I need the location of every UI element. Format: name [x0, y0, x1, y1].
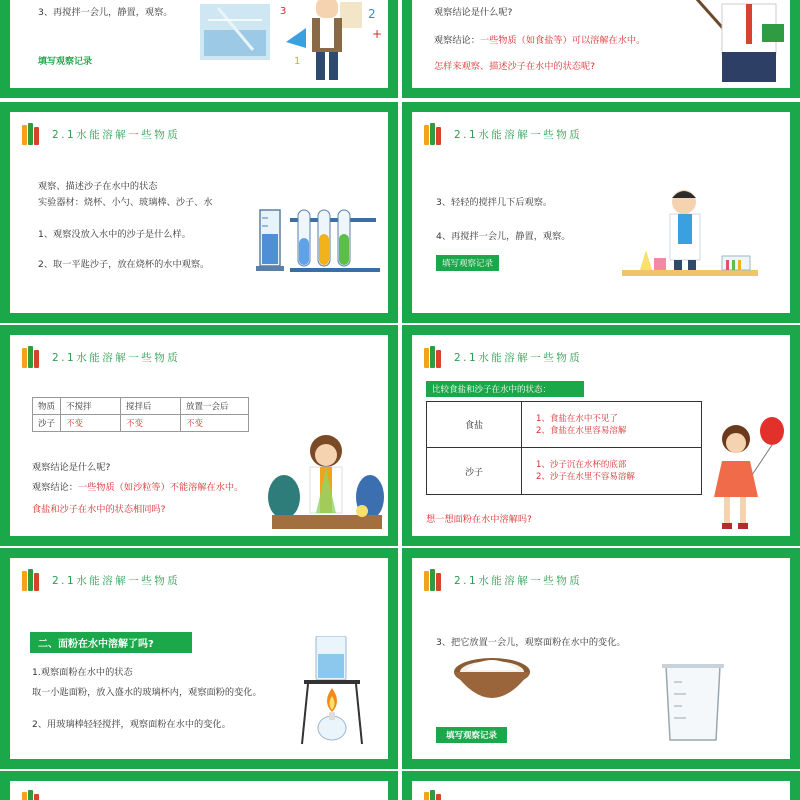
equipment-line: 实验器材：烧杯、小勺、玻璃棒、沙子、水 [38, 197, 213, 208]
flour-bowl-icon [452, 654, 532, 712]
table-cell: 不变 [61, 415, 121, 432]
books-icon [22, 346, 42, 368]
header-title: 2.1水能溶解一些物质 [454, 574, 583, 587]
books-icon [424, 123, 444, 145]
slide-header [424, 789, 454, 800]
table-header: 物质 [33, 398, 61, 415]
books-icon [22, 790, 42, 800]
slide-header [22, 345, 180, 369]
compare-question: 食盐和沙子在水中的状态相同吗? [32, 504, 166, 515]
slide-header [22, 568, 180, 592]
table-cell: 不变 [181, 415, 249, 432]
slide-bottom-left[interactable] [0, 771, 398, 800]
conclusion-line: 观察结论：一些物质（如沙粒等）不能溶解在水中。 [32, 482, 244, 493]
slide-header [22, 122, 180, 146]
table-cell: 沙子 [33, 415, 61, 432]
slide-sand-steps[interactable] [402, 102, 800, 323]
step1-text: 1、观察没放入水中的沙子是什么样。 [38, 229, 191, 240]
next-question-text: 怎样来观察、描述沙子在水中的状态呢? [434, 61, 596, 72]
svg-text:+: + [372, 27, 383, 41]
step4-text: 4、再搅拌一会儿，静置，观察。 [436, 231, 571, 242]
conclusion-line: 观察结论：一些物质（如食盐等）可以溶解在水中。 [434, 35, 646, 46]
scientist-icon [622, 184, 764, 284]
observe-flour-line: 1.观察面粉在水中的状态 [32, 667, 133, 678]
row-desc-line: 2、沙子在水里不容易溶解 [536, 472, 635, 482]
row-desc-line: 1、食盐在水中不见了 [536, 413, 618, 424]
header-title: 2.1水能溶解一些物质 [52, 574, 181, 587]
svg-text:2: 2 [368, 7, 376, 21]
teacher-icon [276, 0, 388, 86]
row-desc-line: 2、食盐在水里容易溶解 [536, 425, 627, 436]
slide-header [424, 345, 582, 369]
beaker-stir-icon [198, 0, 272, 64]
question-text: 观察结论是什么呢? [32, 462, 111, 473]
step3-text: 3、轻轻的搅拌几下后观察。 [436, 197, 553, 208]
slide-sand-result[interactable] [0, 325, 398, 546]
row-desc-line: 1、沙子沉在水杯的底部 [536, 460, 627, 470]
books-icon [22, 569, 42, 591]
books-icon [424, 346, 444, 368]
slide-header [22, 789, 52, 800]
table-header-row [33, 398, 249, 415]
svg-text:1: 1 [294, 56, 301, 67]
record-button[interactable]: 填写观察记录 [436, 727, 507, 743]
slide-top-right[interactable] [402, 0, 800, 98]
slide-top-left[interactable] [0, 0, 398, 98]
slide-header [424, 122, 582, 146]
alcohol-burner-icon [300, 636, 364, 752]
compare-banner: 比较食盐和沙子在水中的状态： [426, 381, 584, 397]
table-header: 搅拌后 [121, 398, 181, 415]
row-name: 沙子 [427, 448, 522, 494]
step2-text: 2、取一平匙沙子，放在烧杯的水中观察。 [38, 259, 210, 270]
girl-scientist-icon [266, 427, 386, 536]
step3-text: 3、再搅拌一会儿，静置，观察。 [38, 7, 173, 18]
table-header: 不搅拌 [61, 398, 121, 415]
header-title: 2.1水能溶解一些物质 [52, 128, 181, 141]
record-button[interactable]: 填写观察记录 [436, 255, 499, 271]
table-row [33, 415, 249, 432]
books-icon [424, 790, 444, 800]
lab-equipment-icon [256, 204, 382, 274]
slide-flour[interactable] [0, 548, 398, 769]
row-name: 食盐 [427, 402, 522, 447]
header-title: 2.1水能溶解一些物质 [454, 351, 583, 364]
slide-sand-observe[interactable] [0, 102, 398, 323]
books-icon [22, 123, 42, 145]
header-title: 2.1水能溶解一些物质 [454, 128, 583, 141]
table-cell: 不变 [121, 415, 181, 432]
glass-beaker-icon [662, 662, 724, 744]
slide-flour-observe[interactable] [402, 548, 800, 769]
step3-text: 3、把它放置一会儿，观察面粉在水中的变化。 [436, 637, 626, 648]
table-row [427, 402, 701, 448]
table-row [427, 448, 701, 494]
row-desc [522, 402, 701, 447]
procedure-line: 取一小匙面粉，放入盛水的玻璃杯内，观察面粉的变化。 [32, 687, 262, 698]
teacher-pointer-icon [692, 0, 790, 86]
observe-line: 观察、描述沙子在水中的状态 [38, 181, 158, 192]
books-icon [424, 569, 444, 591]
stir-line: 2、用玻璃棒轻轻搅拌，观察面粉在水中的变化。 [32, 719, 231, 730]
slide-header [424, 568, 582, 592]
balloon-girl-icon [712, 413, 790, 535]
question-text: 观察结论是什么呢? [434, 7, 513, 18]
slide-compare[interactable] [402, 325, 800, 546]
table-header: 放置一会后 [181, 398, 249, 415]
observation-table [32, 397, 249, 432]
flour-question: 想一想面粉在水中溶解吗? [426, 514, 532, 525]
row-desc [522, 448, 701, 494]
svg-text:3: 3 [280, 6, 287, 17]
compare-table [426, 401, 702, 495]
slide-bottom-right[interactable] [402, 771, 800, 800]
flour-banner: 二、面粉在水中溶解了吗? [30, 632, 192, 653]
record-link[interactable]: 填写观察记录 [38, 57, 93, 67]
header-title: 2.1水能溶解一些物质 [52, 351, 181, 364]
